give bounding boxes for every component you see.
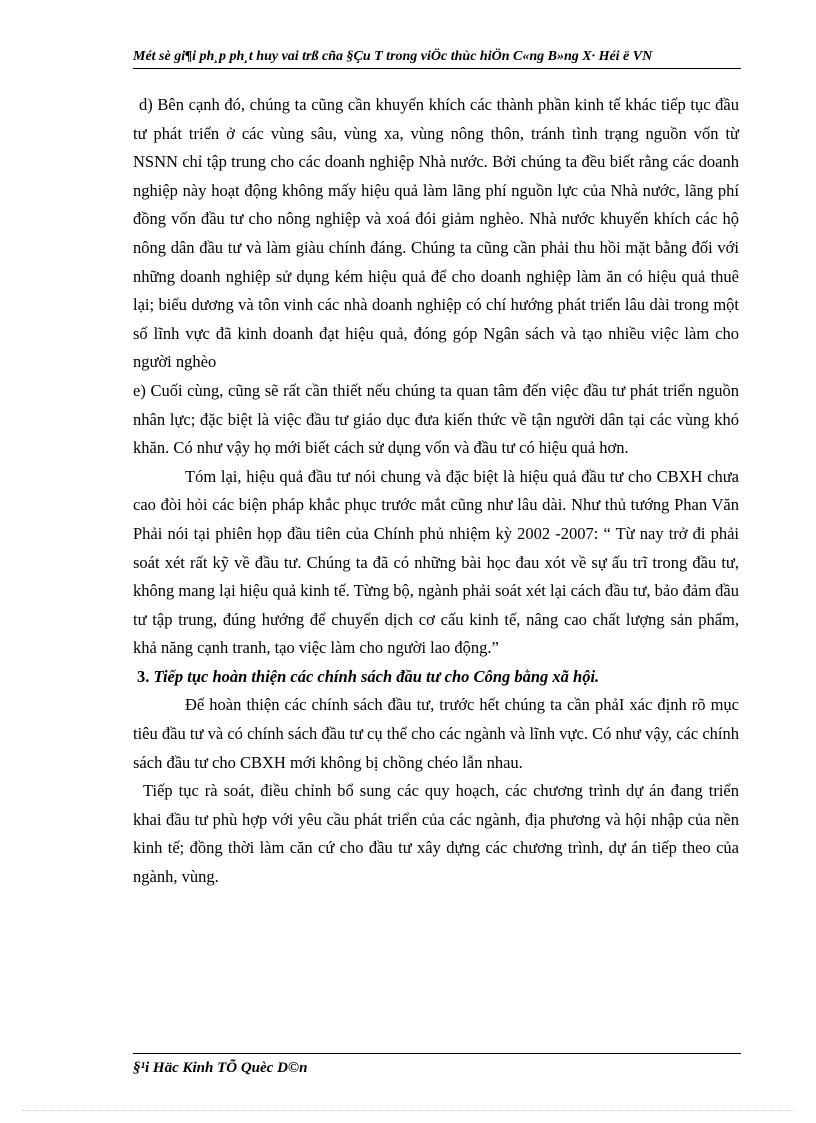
section-3-heading [133,663,739,692]
paragraph-e: e) Cuối cùng, cũng sẽ rất cần thiết nếu chúng ta quan tâm đến việc đầu tư phát triển nguồn nhân lực; đặc biệt là việc đầu tư giáo dục đưa kiến thức về tận người dân tại các vùng khó khăn. Có như vậy họ mới biết cách sử dụng vốn và đầu tư có hiệu quả hơn. [133,380,739,458]
paragraph-summary: Tóm lại, hiệu quả đầu tư nói chung và đặc biệt là hiệu quả đầu tư cho CBXH chưa cao đòi hỏi các biện pháp khắc phục trước mắt cũng như lâu dài. Như thủ tướng Phan Văn Phải nói tại phiên họp đầu tiên của Chính phủ nhiệm kỳ 2002 -2007: “ Từ nay trở đi phải soát xét rất kỹ về đầu tư. Chúng ta đã có những bài học đau xót về sự ấu trĩ trong đầu tư, không mang lại hiệu quả kinh tế. Từng bộ, ngành phải soát xét lại cách đầu tư, bảo đảm đầu tư tập trung, đúng hướng để chuyển dịch cơ cấu kinh tế, nâng cao chất lượng sản phẩm, khả năng cạnh tranh, tạo việc làm cho người lao động.” [133,466,739,658]
section-3-title: Tiếp tục hoàn thiện các chính sách đầu tư cho Công bằng xã hội. [153,666,600,686]
section-3-paragraph-2: Tiếp tục rà soát, điều chỉnh bổ sung các quy hoạch, các chương trình dự án đang triển khai đầu tư phù hợp với yêu cầu phát triển của các ngành, địa phương và hội nhập của nền kinh tế; đồng thời làm căn cứ cho đầu tư xây dựng các chương trình, dự án tiếp theo của ngành, vùng. [133,781,739,887]
running-footer: §¹i Häc Kinh TÕ Quèc D©n [133,1060,308,1076]
section-3-number: 3. [137,666,150,686]
page-edge-divider [22,1110,794,1111]
header-rule [133,68,741,69]
section-3-paragraph-1: Để hoàn thiện các chính sách đầu tư, trước hết chúng ta cần phảI xác định rõ mục tiêu đầu tư và có chính sách đầu tư cụ thể cho các ngành và lĩnh vực. Có như vậy, các chính sách đầu tư cho CBXH mới không bị chồng chéo lẫn nhau. [133,695,739,772]
paragraph-d: d) Bên cạnh đó, chúng ta cũng cần khuyến khích các thành phần kinh tế khác tiếp tục đầu tư phát triển ở các vùng sâu, vùng xa, vùng nông thôn, tránh tình trạng nguồn vốn từ NSNN chỉ tập trung cho các doanh nghiệp Nhà nước. Bởi chúng ta đều biết rằng các doanh nghiệp này hoạt động không mấy hiệu quả làm lãng phí nguồn lực của Nhà nước, lãng phí đồng vốn đầu tư cho nông nghiệp và xoá đói giảm nghèo. Nhà nước khuyến khích các hộ nông dân đầu tư và làm giàu chính đáng. Chúng ta cũng cần phải thu hồi mặt bằng đối với những doanh nghiệp sử dụng kém hiệu quả để cho doanh nghiệp làm ăn có hiệu quả thuê lại; biểu dương và tôn vinh các nhà doanh nghiệp có chí hướng phát triển lâu dài trong một số lĩnh vực đã kinh doanh đạt hiệu quả, đóng góp Ngân sách và tạo nhiều việc làm cho người nghèo [133,95,739,372]
document-body [133,91,739,892]
running-header: Mét sè gi¶i ph¸p ph¸t huy vai trß cña §Çu T trong viÖc thùc hiÖn C«ng B»ng X· Héi ë VN [133,49,653,64]
footer-rule [133,1053,741,1054]
